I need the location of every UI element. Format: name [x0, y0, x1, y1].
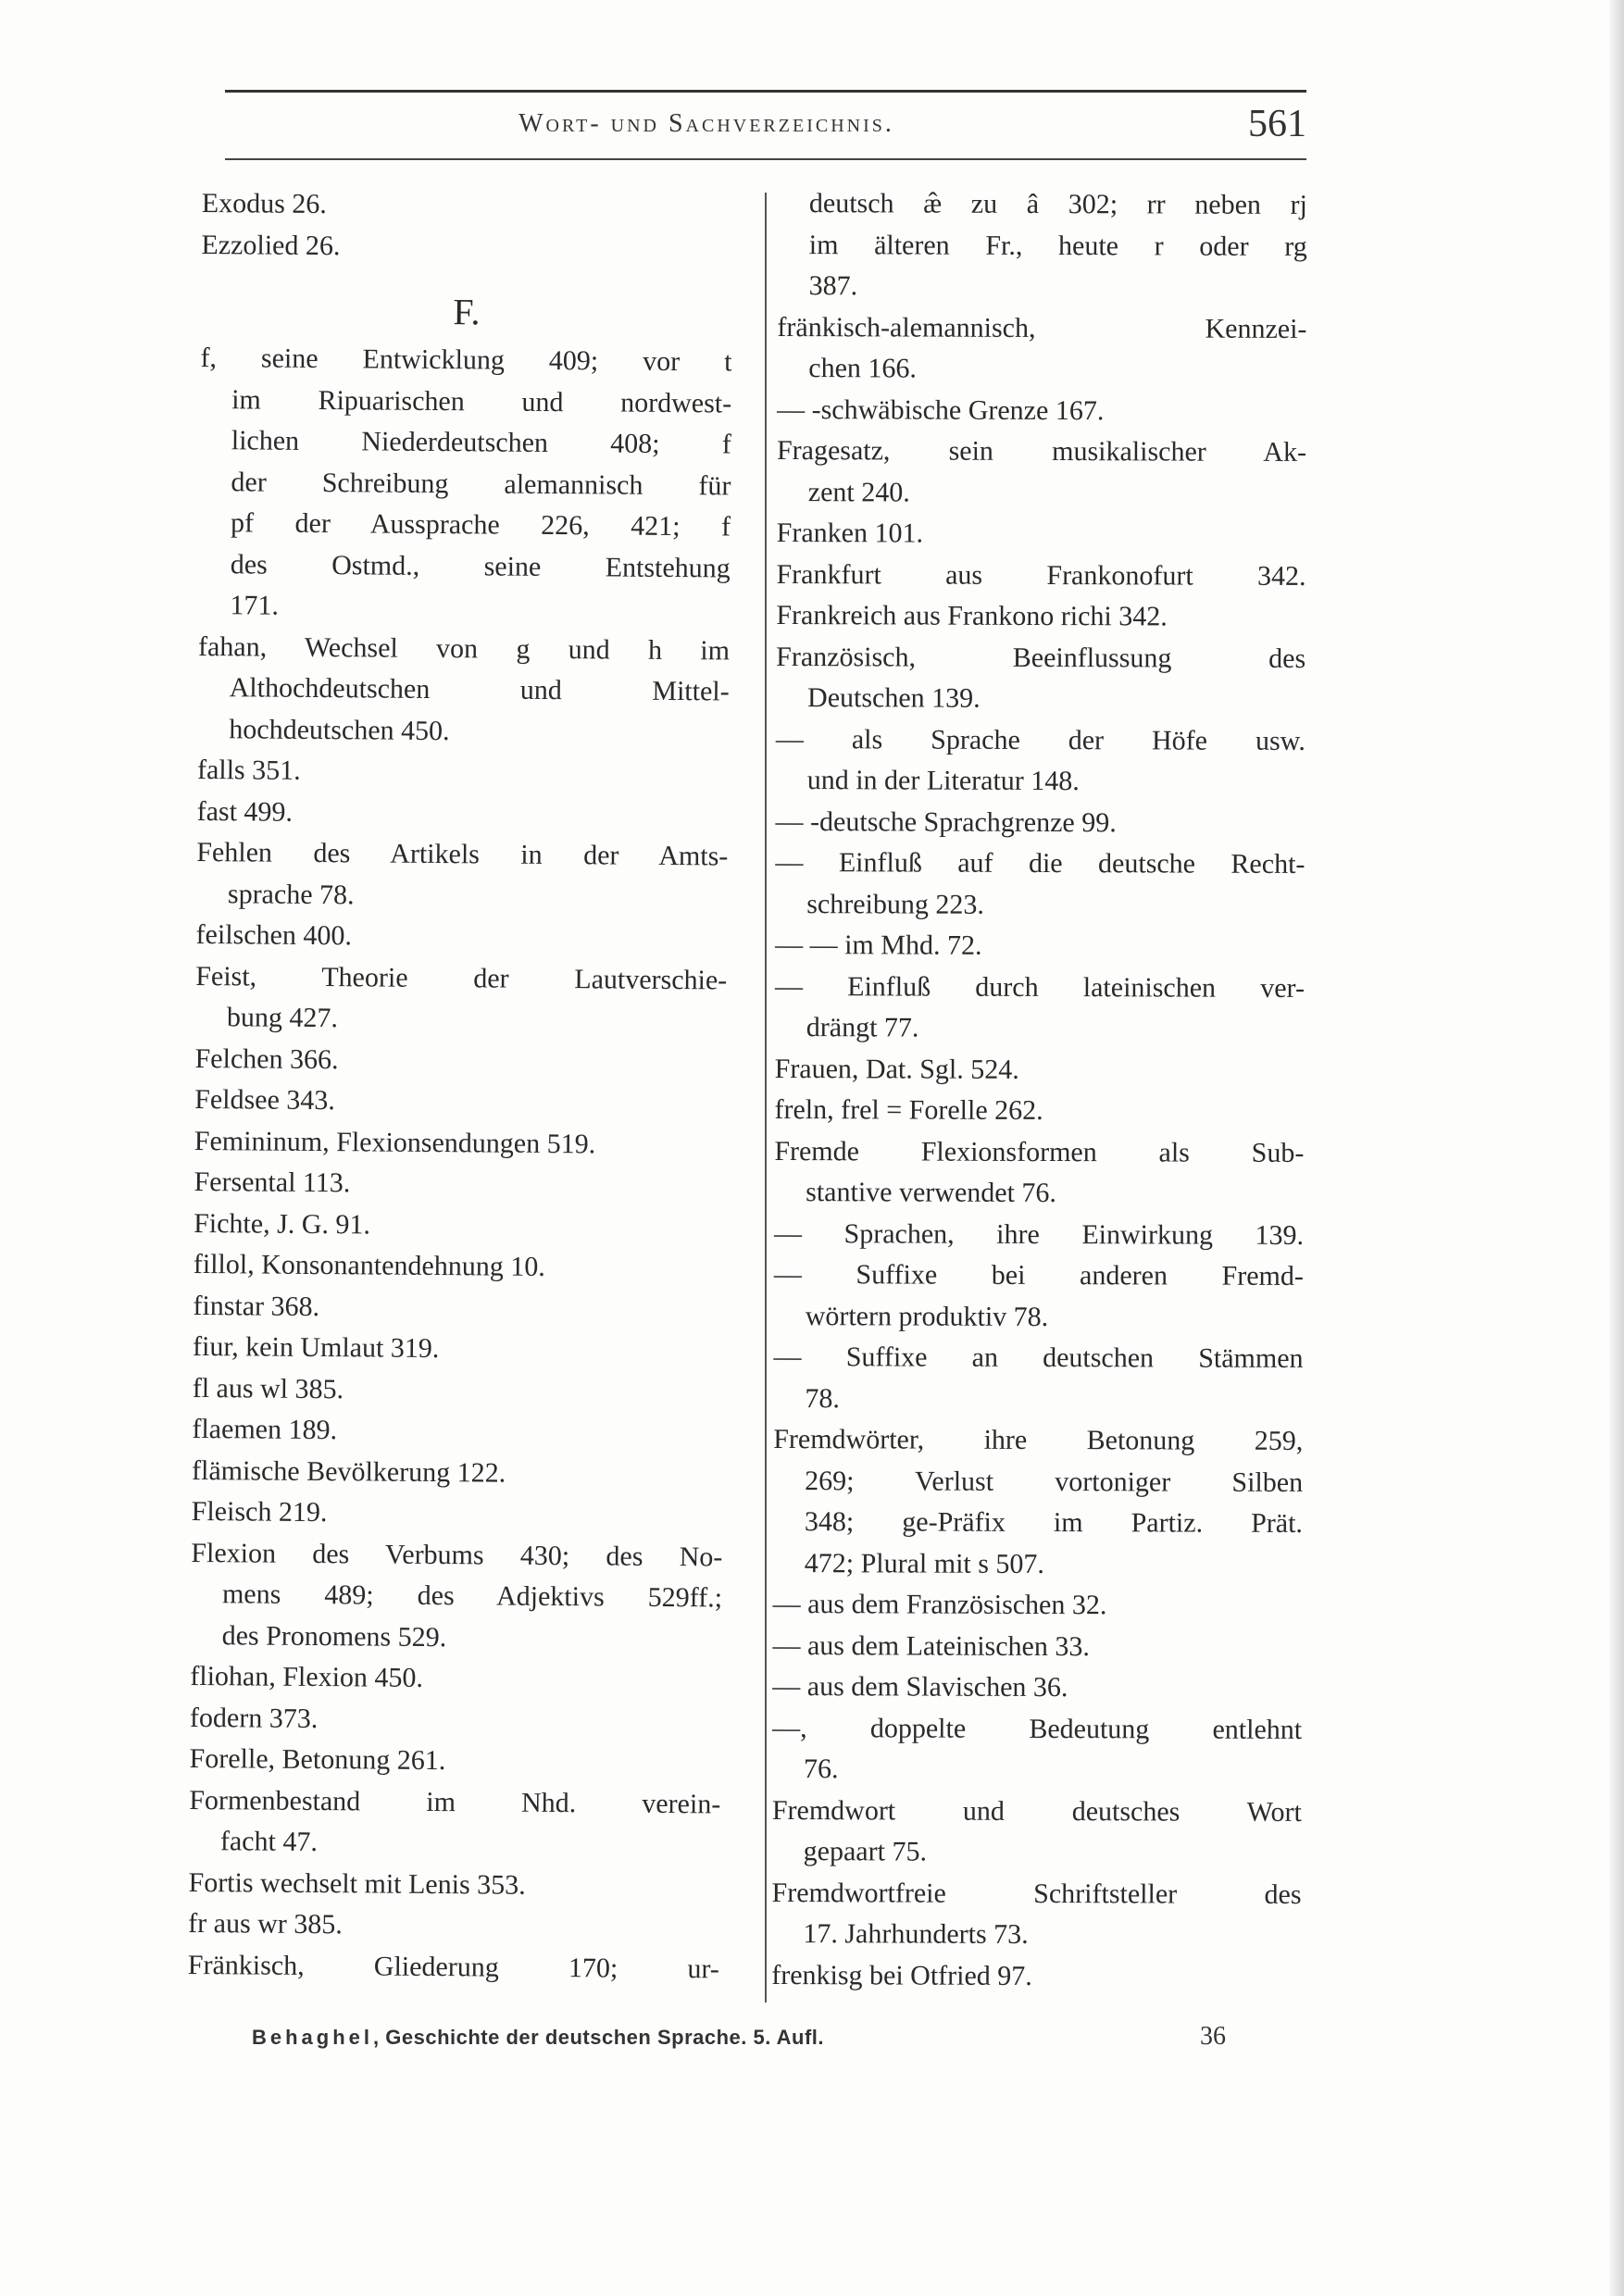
index-column-right [771, 183, 1307, 1998]
footer-sheet-number: 36 [1200, 2022, 1226, 2051]
index-line: fl aus wl 385. [192, 1372, 344, 1404]
index-line: Feist, Theorie der Lautverschie- [195, 960, 728, 995]
index-line: — aus dem Französischen 32. [772, 1588, 1107, 1621]
index-line: Fortis wechselt mit Lenis 353. [188, 1866, 526, 1901]
index-line: fillol, Konsonantendehnung 10. [193, 1248, 545, 1282]
index-line: Fragesatz, sein musikalischer Ak- [776, 434, 1307, 468]
index-line: Femininum, Flexionsendungen 519. [194, 1125, 596, 1159]
index-line: 76. [803, 1753, 839, 1785]
index-line: Fremdwortfreie Schriftsteller des [771, 1877, 1302, 1910]
index-line: 269; Verlust vortoniger Silben [805, 1465, 1304, 1498]
index-line: des Pronomens 529. [221, 1619, 447, 1653]
index-line: chen 166. [808, 353, 918, 384]
index-line: feilschen 400. [195, 918, 353, 952]
index-line: Feldsee 343. [194, 1083, 335, 1117]
index-line: Fremdwort und deutsches Wort [771, 1794, 1302, 1828]
index-line: — Sprachen, ihre Einwirkung 139. [773, 1217, 1305, 1251]
index-line: wörtern produktiv 78. [805, 1300, 1049, 1332]
index-line: hochdeutschen 450. [229, 713, 450, 746]
index-line: schreibung 223. [806, 888, 984, 920]
index-line: — aus dem Slavischen 36. [772, 1670, 1068, 1703]
index-line: — als Sprache der Höfe usw. [775, 723, 1305, 756]
index-line: Frauen, Dat. Sgl. 524. [774, 1053, 1019, 1085]
index-line: finstar 368. [193, 1290, 320, 1322]
index-line: — — im Mhd. 72. [775, 929, 982, 961]
index-line: fränkisch-alemannisch, Kennzei- [777, 311, 1307, 344]
index-line: bung 427. [226, 1002, 339, 1034]
index-line: freln, frel = Forelle 262. [774, 1093, 1043, 1127]
index-line: Franken 101. [776, 517, 924, 549]
index-line: deutsch æ̂ zu â 302; rr neben rj [808, 188, 1307, 220]
section-letter-heading: F. [453, 291, 481, 333]
index-line: f, seine Entwicklung 409; vor t [200, 342, 732, 378]
index-line: Fremdwörter, ihre Betonung 259, [773, 1423, 1304, 1456]
index-line: frenkisg bei Otfried 97. [771, 1959, 1032, 1991]
index-line: Frankreich aus Frankono richi 342. [776, 599, 1168, 632]
index-line: drängt 77. [806, 1012, 919, 1043]
index-line: fiur, kein Umlaut 319. [193, 1330, 440, 1365]
index-line: — Einfluß durch lateinischen ver- [774, 970, 1305, 1004]
index-line: fahan, Wechsel von g und h im [197, 630, 731, 666]
index-line: falls 351. [196, 754, 301, 786]
index-column-left [188, 183, 733, 1990]
index-line: Fehlen des Artikels in der Amts- [196, 836, 729, 872]
index-line: im Ripuarischen und nordwest- [231, 383, 732, 419]
index-line: Französisch, Beeinflussung des [776, 641, 1306, 674]
footer-citation [252, 2026, 824, 2050]
column-divider [765, 193, 767, 2003]
index-line: — -schwäbische Grenze 167. [777, 393, 1105, 426]
index-line: Deutschen 139. [807, 682, 981, 714]
index-line: lichen Niederdeutschen 408; f [231, 425, 731, 460]
index-line: der Schreibung alemannisch für [231, 466, 731, 501]
page-edge-shadow [1609, 0, 1624, 2296]
index-line: 171. [230, 590, 280, 621]
index-line: und in der Literatur 148. [806, 765, 1080, 797]
index-line: —, doppelte Bedeutung entlehnt [772, 1712, 1303, 1745]
running-header: Wort- und Sachverzeichnis. [518, 109, 894, 138]
index-line: Frankfurt aus Frankonofurt 342. [776, 558, 1306, 592]
index-line: 78. [805, 1382, 840, 1414]
index-line: im älteren Fr., heute r oder rg [808, 229, 1307, 262]
header-rule-top [225, 90, 1306, 93]
index-line: Ezzolied 26. [201, 229, 341, 261]
index-line: stantive verwendet 76. [806, 1177, 1057, 1209]
index-line: des Ostmd., seine Entstehung [230, 548, 731, 583]
index-line: Fersental 113. [194, 1166, 351, 1199]
index-line: facht 47. [219, 1826, 319, 1858]
index-line: Althochdeutschen und Mittel- [229, 672, 730, 707]
index-line: fast 499. [196, 795, 294, 828]
index-line: — Suffixe an deutschen Stämmen [773, 1341, 1304, 1374]
index-line: 348; ge-Präfix im Partiz. Prät. [804, 1506, 1304, 1539]
index-line: fodern 373. [189, 1702, 319, 1734]
index-line: Fleisch 219. [191, 1495, 328, 1529]
index-line: Fränkisch, Gliederung 170; ur- [187, 1949, 720, 1984]
footer-title: , Geschichte der deutschen Sprache. 5. Aufl. [373, 2026, 825, 2049]
index-line: Fremde Flexionsformen als Sub- [774, 1135, 1305, 1168]
index-line: Formenbestand im Nhd. verein- [189, 1784, 721, 1819]
index-line: fr aus wr 385. [188, 1907, 344, 1940]
index-line: Fichte, J. G. 91. [194, 1207, 371, 1240]
page-number: 561 [1248, 103, 1306, 145]
index-line: flämische Bevölkerung 122. [191, 1454, 506, 1489]
index-line: mens 489; des Adjektivs 529ff.; [221, 1578, 723, 1614]
index-line: fliohan, Flexion 450. [190, 1660, 424, 1693]
index-line: pf der Aussprache 226, 421; f [230, 507, 731, 543]
index-line: 387. [808, 270, 858, 302]
index-line: sprache 78. [227, 878, 355, 910]
index-line: — aus dem Lateinischen 33. [772, 1629, 1090, 1662]
index-line: Exodus 26. [201, 187, 327, 220]
index-line: gepaart 75. [803, 1836, 928, 1867]
header-rule-bottom [225, 158, 1306, 160]
index-line: Felchen 366. [194, 1042, 339, 1075]
index-line: — Suffixe bei anderen Fremd- [773, 1258, 1304, 1292]
index-line: Forelle, Betonung 261. [189, 1742, 446, 1777]
index-line: — -deutsche Sprachgrenze 99. [775, 805, 1117, 838]
index-line: 472; Plural mit s 507. [804, 1547, 1045, 1579]
index-line: — Einfluß auf die deutsche Recht- [775, 846, 1305, 880]
index-line: zent 240. [807, 476, 910, 508]
index-line: flaemen 189. [192, 1413, 338, 1446]
footer-author: Behaghel [252, 2026, 374, 2049]
index-line: Flexion des Verbums 430; des No- [191, 1537, 723, 1572]
index-line: 17. Jahrhunderts 73. [803, 1918, 1029, 1950]
